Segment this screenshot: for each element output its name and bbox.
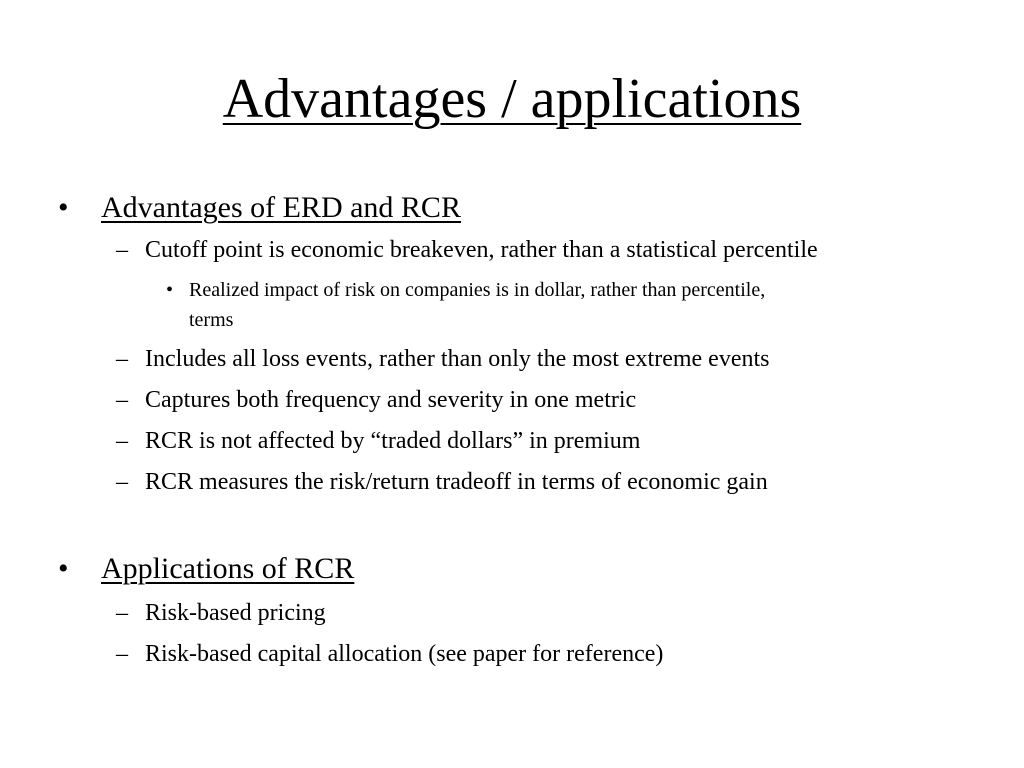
dash-marker: – — [116, 387, 128, 413]
list-item: Captures both frequency and severity in one metric — [145, 387, 637, 413]
slide-title: Advantages / applications — [222, 68, 802, 130]
list-item: RCR is not affected by “traded dollars” in premium — [145, 428, 641, 454]
dash-marker: – — [116, 346, 128, 372]
list-item: Risk-based capital allocation (see paper for reference) — [145, 641, 664, 667]
sub-list-item-line-2: terms — [189, 309, 234, 331]
bullet-marker: • — [58, 552, 69, 585]
sub-list-item-line-1: Realized impact of risk on companies is in dollar, rather than percentile, — [189, 279, 766, 301]
dash-marker: – — [116, 600, 128, 626]
bullet-marker: • — [58, 191, 69, 224]
list-item: RCR measures the risk/return tradeoff in terms of economic gain — [145, 469, 768, 495]
list-item: Includes all loss events, rather than only the most extreme events — [145, 346, 770, 372]
dash-marker: – — [116, 469, 128, 495]
list-item: Cutoff point is economic breakeven, rather than a statistical percentile — [145, 237, 818, 263]
list-item: Risk-based pricing — [145, 600, 326, 626]
sub-bullet-marker: • — [166, 279, 174, 301]
dash-marker: – — [116, 641, 128, 667]
dash-marker: – — [116, 237, 128, 263]
section-heading-advantages: Advantages of ERD and RCR — [101, 191, 461, 224]
section-heading-applications: Applications of RCR — [101, 552, 355, 585]
dash-marker: – — [116, 428, 128, 454]
